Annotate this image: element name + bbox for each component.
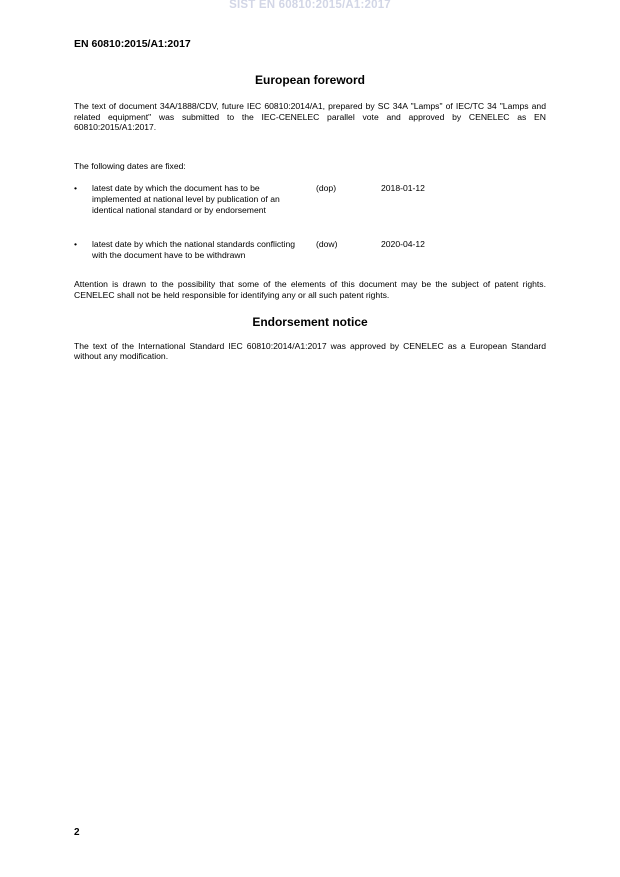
date-item-text: latest date by which the document has to be implemented at national level by publication of an identical national standard or by endorsement bbox=[92, 183, 280, 215]
document-id: EN 60810:2015/A1:2017 bbox=[74, 38, 191, 50]
dates-intro: The following dates are fixed: bbox=[74, 160, 186, 171]
bullet: • bbox=[74, 183, 78, 194]
bullet: • bbox=[74, 239, 78, 250]
page-number: 2 bbox=[74, 827, 80, 838]
date-item-dop bbox=[74, 183, 546, 239]
watermark: SIST EN 60810:2015/A1:2017 bbox=[229, 0, 391, 11]
endorsement-text: The text of the International Standard IEC 60810:2014/A1:2017 was approved by CENELEC as a European Standard without any modification. bbox=[74, 340, 546, 362]
foreword-title: European foreword bbox=[254, 73, 365, 87]
date-item-date: 2018-01-12 bbox=[381, 183, 425, 194]
date-item-dow bbox=[74, 239, 546, 279]
date-item-text: latest date by which the national standards conflicting with the document have to be withdrawn bbox=[92, 239, 296, 260]
date-item-date: 2020-04-12 bbox=[381, 239, 425, 250]
date-item-abbr: (dop) bbox=[316, 183, 337, 194]
endorsement-title: Endorsement notice bbox=[252, 314, 368, 329]
page-content bbox=[74, 73, 546, 362]
foreword-intro: The text of document 34A/1888/CDV, future IEC 60810:2014/A1, prepared by SC 34A "Lamps" of IEC/TC 34 "Lamps and related equipment" was submitted to the IEC-CENELEC parallel vote and approved by CENELEC as EN 60810:2015/A1:2017. bbox=[74, 101, 546, 133]
attention-paragraph: Attention is drawn to the possibility that some of the elements of this document may be the subject of patent rights. CENELEC shall not be held responsible for identifying any or all such patent rights. bbox=[74, 279, 546, 300]
date-item-abbr: (dow) bbox=[316, 239, 338, 250]
